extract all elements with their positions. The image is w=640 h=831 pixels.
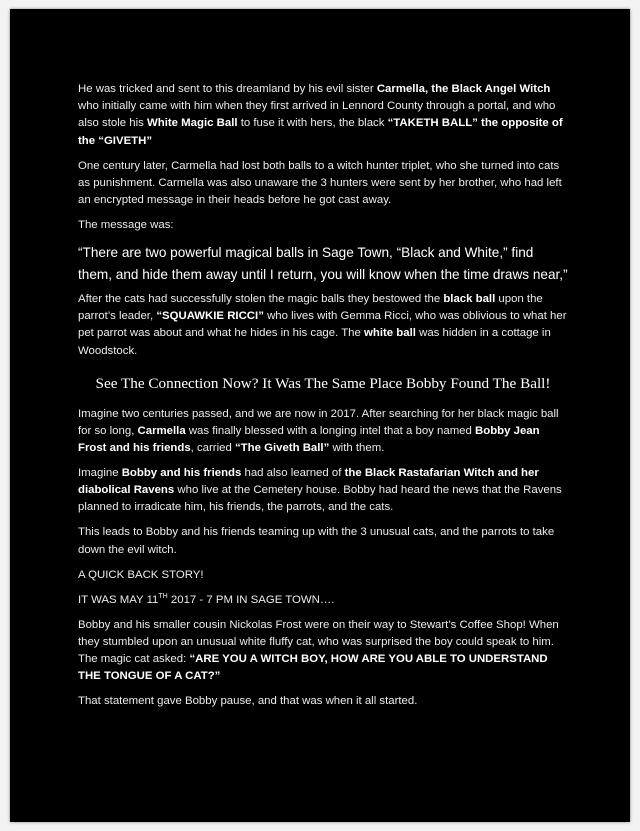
name-bobby-and-friends: Bobby and his friends — [121, 467, 242, 480]
term-giveth-ball: “The Giveth Ball” — [234, 442, 330, 455]
paragraph-cats-stole-balls: After the cats had successfully stolen the magic balls they bestowed the black ball upon the parrot’s leader, “SQUAWKIE RICCI” who lives with Gemma Ricci, who was oblivious to what her pet parrot was about and what he hides in his cage. The white ball was hidden in a cottage in Woodstock. — [78, 293, 567, 357]
paragraph-back-story: A QUICK BACK STORY! — [78, 568, 204, 581]
cat-question: “ARE YOU A WITCH BOY, HOW ARE YOU ABLE TO UNDERSTAND THE TONGUE OF A CAT?” — [78, 653, 548, 683]
name-bobby-jean-frost: Bobby Jean Frost and his friends — [78, 424, 540, 455]
document-page — [10, 9, 630, 822]
term-black-ball: black ball — [443, 293, 496, 306]
paragraph-two-centuries: Imagine two centuries passed, and we are now in 2017. After searching for her black magic ball for so long, Carmella was finally blessed with a longing intel that a boy named Bobby Jean Frost and his friends, carried “The Giveth Ball” with them. — [78, 407, 559, 455]
paragraph-one-century-later: One century later, Carmella had lost both balls to a witch hunter triplet, who she turned into cats as punishment. Carmella was also unaware the 3 hunters were sent by her brother, who had left an encrypted message in their heads before he got cast away. — [78, 159, 562, 207]
name-carmella-2: Carmella — [137, 424, 186, 437]
paragraph-date-line: IT WAS MAY 11TH 2017 - 7 PM IN SAGE TOWN…. — [78, 592, 335, 606]
name-rastafarian-witch: the Black Rastafarian Witch and her diabolical Ravens — [78, 467, 539, 497]
paragraph-carmella-intro: He was tricked and sent to this dreamland by his evil sister Carmella, the Black Angel Witch who initially came with him when they first arrived in Lennord County through a portal, and who also stole his White Magic Ball to fuse it with hers, the black “TAKETH BALL” the opposite of the “GIVETH” — [78, 83, 563, 147]
document-body — [78, 81, 568, 718]
term-white-ball: white ball — [364, 327, 416, 340]
paragraph-message-intro: The message was: — [78, 219, 174, 232]
term-taketh-ball: “TAKETH BALL” the opposite of the “GIVETH” — [78, 117, 563, 147]
term-white-magic-ball: White Magic Ball — [147, 117, 238, 130]
paragraph-teaming-up: This leads to Bobby and his friends teaming up with the 3 unusual cats, and the parrots to take down the evil witch. — [78, 526, 555, 556]
name-carmella: Carmella, the Black Angel Witch — [376, 83, 551, 95]
paragraph-rastafarian-witch: Imagine Bobby and his friends had also learned of the Black Rastafarian Witch and her diabolical Ravens who live at the Cemetery house. Bobby had heard the news that the Ravens planned to irradicate him, his friends, the parrots, and the cats. — [78, 467, 562, 514]
name-squawkie-ricci: “SQUAWKIE RICCI” — [156, 310, 264, 323]
paragraph-coffee-shop: Bobby and his smaller cousin Nickolas Frost were on their way to Stewart’s Coffee Shop! When they stumbled upon an unusual white fluffy cat, who was surprised the boy could speak to him. The magic cat asked: “ARE YOU A WITCH BOY, HOW ARE YOU ABLE TO UNDERSTAND THE TONGUE OF A CAT?” — [78, 618, 559, 683]
message-quote: “There are two powerful magical balls in Sage Town, “Black and White,” find them, and hide them away until I return, you will know when the time draws near,” — [78, 245, 568, 282]
section-heading: See The Connection Now? It Was The Same Place Bobby Found The Ball! — [95, 374, 551, 392]
paragraph-it-all-started: That statement gave Bobby pause, and that was when it all started. — [78, 695, 418, 708]
